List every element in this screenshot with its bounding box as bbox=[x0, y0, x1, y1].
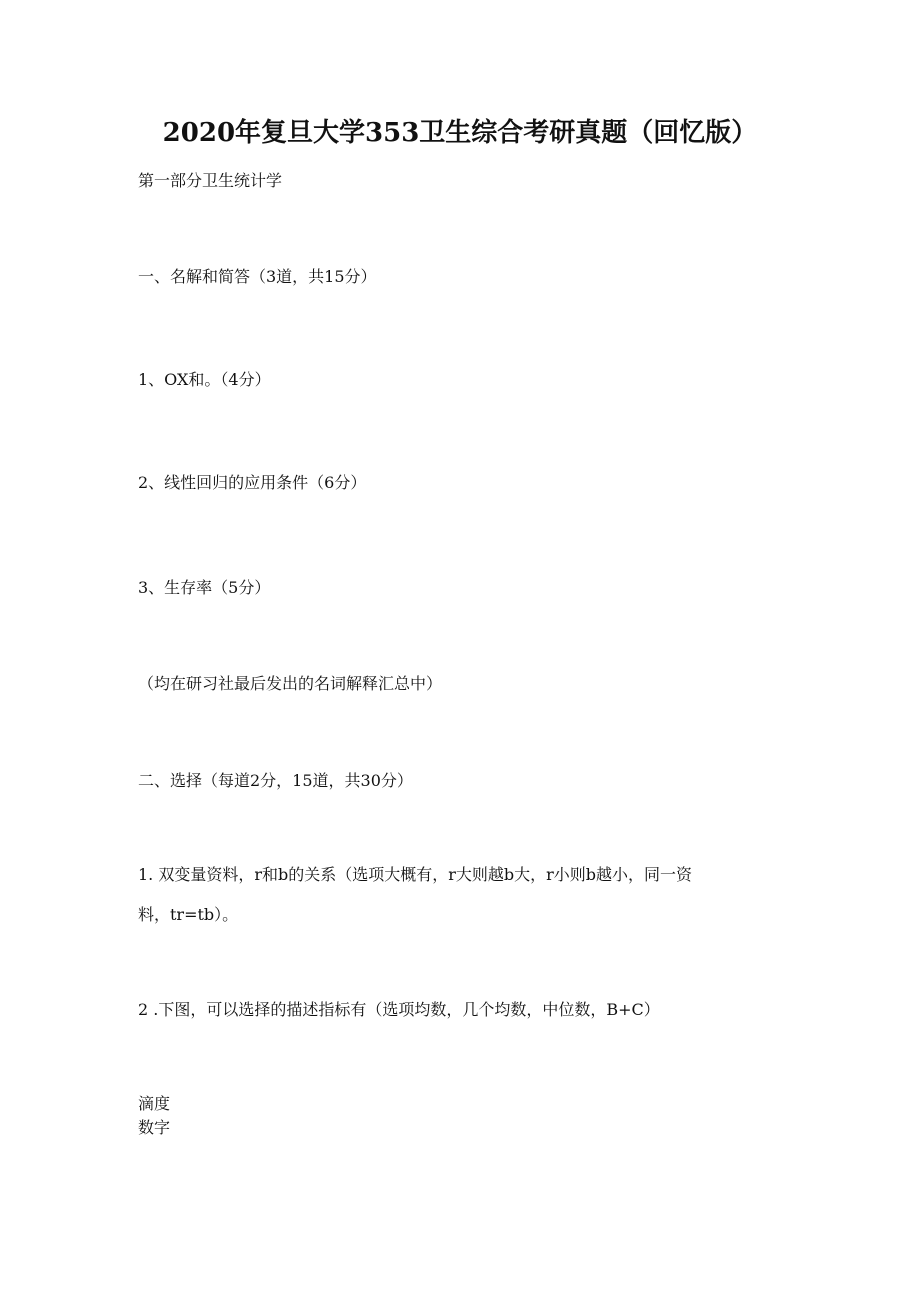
question-3: 3、生存率（5分） bbox=[138, 578, 271, 597]
section-heading-multiple-choice: 二、选择（每道2分，15道，共30分） bbox=[138, 771, 413, 790]
part-heading: 第一部分卫生统计学 bbox=[138, 171, 283, 190]
question-1: 1、OX和。（4分） bbox=[138, 370, 271, 389]
mc-question-1-line-2: 料，tr=tb）。 bbox=[138, 905, 239, 924]
section-heading-short-answer: 一、名解和简答（3道，共15分） bbox=[138, 267, 377, 286]
figure-label-titer: 滴度 bbox=[138, 1094, 171, 1113]
document-title: 2020年复旦大学353卫生综合考研真题（回忆版） bbox=[162, 118, 758, 148]
mc-question-2: 2 .下图，可以选择的描述指标有（选项均数，几个均数，中位数，B+C） bbox=[138, 1000, 660, 1019]
figure-label-number: 数字 bbox=[138, 1118, 171, 1137]
note-text: （均在研习社最后发出的名词解释汇总中） bbox=[138, 674, 443, 693]
mc-question-1-line-1: 1. 双变量资料，r和b的关系（选项大概有，r大则越b大，r小则b越小，同一资 bbox=[138, 865, 693, 884]
question-2: 2、线性回归的应用条件（6分） bbox=[138, 473, 367, 492]
